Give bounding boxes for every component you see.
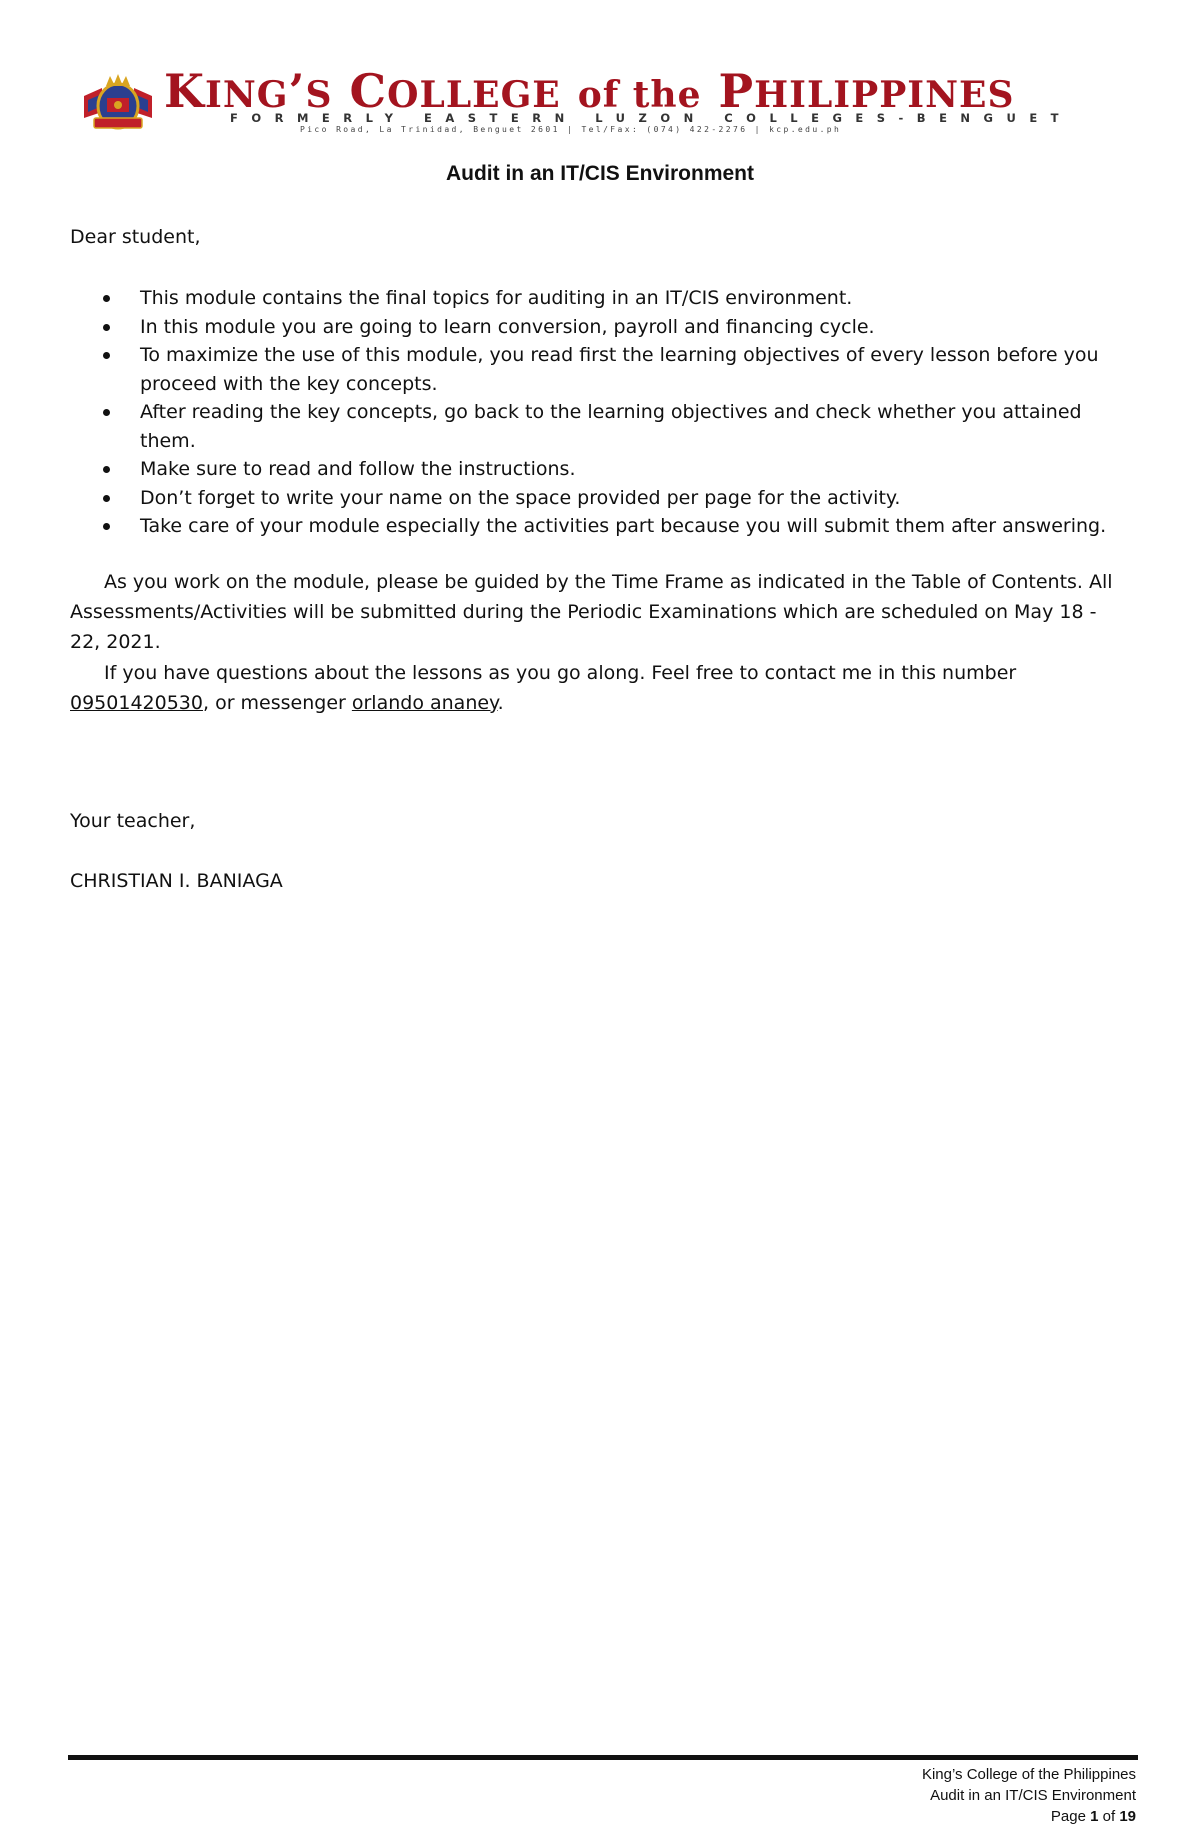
- college-seal-icon: [80, 72, 156, 134]
- footer-course: Audit in an IT/CIS Environment: [930, 1787, 1136, 1804]
- instruction-list: [70, 284, 1130, 541]
- college-name-logo: KING’S COLLEGE of the PHILIPPINES: [164, 64, 1015, 118]
- letterhead-contact: Pico Road, La Trinidad, Benguet 2601 | Tel/Fax: (074) 422-2276 | kcp.edu.ph: [300, 125, 842, 134]
- closing: Your teacher,: [70, 810, 196, 832]
- letterhead-tagline: FORMERLY EASTERN LUZON COLLEGES-BENGUET: [230, 111, 1073, 125]
- phone-number-link[interactable]: 09501420530: [70, 692, 203, 714]
- teacher-signature: CHRISTIAN I. BANIAGA: [70, 870, 283, 892]
- footer-divider: [68, 1755, 1138, 1760]
- time-frame-paragraph: As you work on the module, please be guided by the Time Frame as indicated in the Table of Contents. All Assessments/Activities will be submitted during the Periodic Examinations which are scheduled on May 18 - 22, 2021.: [70, 571, 1113, 653]
- list-item: In this module you are going to learn conversion, payroll and financing cycle.: [70, 313, 1130, 342]
- list-item: This module contains the final topics for auditing in an IT/CIS environment.: [70, 284, 1130, 313]
- messenger-link[interactable]: orlando ananey: [351, 692, 498, 714]
- contact-end-text: .: [497, 692, 504, 714]
- list-item: To maximize the use of this module, you read first the learning objectives of every lesson before you proceed with the key concepts.: [70, 341, 1130, 398]
- page-number: Page 1 of 19: [1050, 1808, 1136, 1825]
- list-item: Don’t forget to write your name on the space provided per page for the activity.: [70, 484, 1130, 513]
- document-title: Audit in an IT/CIS Environment: [445, 162, 754, 185]
- footer-college: King’s College of the Philippines: [921, 1766, 1136, 1783]
- contact-mid-text: , or messenger: [202, 692, 352, 714]
- letterhead: [80, 64, 1110, 134]
- list-item: Make sure to read and follow the instructions.: [70, 455, 1130, 484]
- page-footer: [922, 1764, 1136, 1827]
- list-item: Take care of your module especially the activities part because you will submit them after answering.: [70, 512, 1130, 541]
- list-item: After reading the key concepts, go back to the learning objectives and check whether you attained them.: [70, 398, 1130, 455]
- contact-lead-text: If you have questions about the lessons as you go along. Feel free to contact me in this number: [104, 662, 1017, 684]
- salutation: Dear student,: [70, 226, 201, 248]
- contact-paragraph: [70, 658, 1132, 718]
